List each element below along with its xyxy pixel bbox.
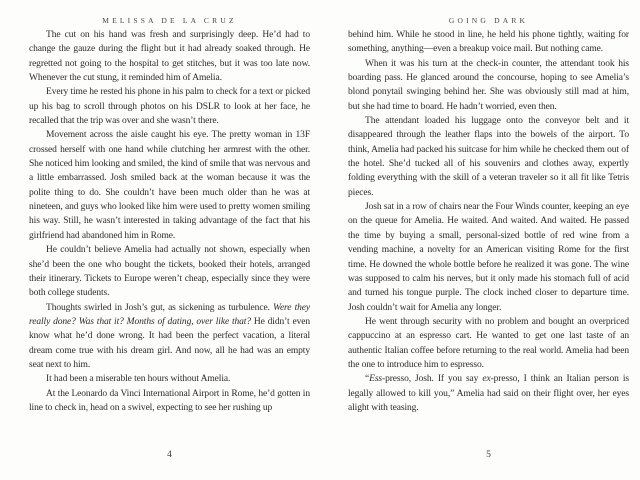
right-page-number: 5	[486, 450, 491, 460]
paragraph	[29, 243, 310, 300]
text-segment: He went through security with no problem and bought an overpriced cappuccino at an espresso cart. He wanted to get one last taste of an authentic Italian coffee before returning to the real world. Amelia had been the one to introduce him to espresso.	[348, 316, 629, 370]
text-segment: Every time he rested his phone in his palm to check for a text or picked up his bag to scroll through photos on his DSLR to look at her face, he recalled that the trip was over and she wasn’t there.	[29, 87, 310, 127]
text-segment: He couldn’t believe Amelia had actually not shown, especially when she’d been the one who bought the tickets, booked their hotels, arranged their itinerary. Tickets to Europe weren’t cheap, especially since they were both college students.	[29, 245, 310, 299]
right-running-head: GOING DARK	[448, 16, 529, 25]
paragraph	[348, 114, 629, 200]
paragraph	[348, 372, 629, 415]
italic-text-segment: Ess	[369, 374, 383, 385]
text-segment: At the Leonardo da Vinci International Airport in Rome, he’d gotten in line to check in, head on a swivel, expecting to see her rushing up	[29, 388, 310, 413]
text-segment: behind him. While he stood in line, he held his phone tightly, waiting for something, anything—even a breakup voice mail. But nothing came.	[348, 30, 629, 55]
italic-text-segment: Were they really done? Was that it? Months of dating, over like that?	[29, 302, 310, 327]
italic-text-segment: ex	[482, 374, 491, 385]
paragraph	[29, 387, 310, 416]
paragraph	[348, 28, 629, 57]
text-segment: It had been a miserable ten hours without Amelia.	[46, 374, 231, 385]
paragraph	[29, 301, 310, 373]
paragraph	[348, 315, 629, 372]
text-segment: Josh sat in a row of chairs near the Four Winds counter, keeping an eye on the queue for Amelia. He waited. And waited. And waited. He passed the time by buying a small, personal-sized bottle of red wine from a vending machine, a novelty for an American visiting Rome for the first time. He downed the whole bottle before he realized it was gone. The wine was supposed to calm his nerves, but it only made his stomach full of acid and turned his tongue purple. The clock inched closer to departure time. Josh couldn’t wait for Amelia any longer.	[348, 202, 629, 313]
paragraph	[348, 57, 629, 114]
paragraph	[29, 85, 310, 128]
text-segment: The attendant loaded his luggage onto the conveyor belt and it disappeared through the leather flaps into the bowels of the airport. To think, Amelia had packed his suitcase for him while he checked them out of the hotel. She’d tucked all of his souvenirs and clothes away, expertly folding everything with the skill of a veteran traveler so it all fit like Tetris pieces.	[348, 116, 629, 198]
text-segment: Thoughts swirled in Josh’s gut, as sickening as turbulence.	[46, 302, 273, 313]
left-text-block	[29, 28, 310, 415]
text-segment: He didn’t even know what he’d done wrong. It had been the perfect vacation, a literal dream come true with his dream girl. And now, all he had was an empty seat next to him.	[29, 316, 311, 370]
paragraph	[29, 372, 310, 386]
text-segment: -presso, I think an Italian person is legally allowed to kill you,” Amelia had said on their flight over, her eyes alight with teasing.	[348, 374, 629, 413]
text-segment: The cut on his hand was fresh and surprisingly deep. He’d had to change the gauze during the flight but it had already soaked through. He regretted not going to the hospital to get stitches, but it was too late now. Whenever the cut stung, it reminded him of Amelia.	[29, 30, 310, 84]
paragraph	[29, 28, 310, 85]
text-segment: “	[365, 374, 370, 385]
paragraph	[348, 200, 629, 315]
text-segment: Movement across the aisle caught his eye. The pretty woman in 13F crossed herself with one hand while clutching her armrest with the other. She noticed him looking and smiled, the kind of smile that was nervous and a little embarrassed. Josh smiled back at the woman because it was the polite thing to do. She couldn’t have been much older than he was at nineteen, and guys who looked like him were used to pretty women smiling his way. Still, he wasn’t interested in taking advantage of the fact that his girlfriend had abandoned him in Rome.	[29, 130, 310, 241]
right-page	[348, 0, 629, 480]
paragraph	[29, 128, 310, 243]
text-segment: -presso, Josh. If you say	[382, 374, 483, 385]
right-text-block	[348, 28, 629, 415]
text-segment: When it was his turn at the check-in counter, the attendant took his boarding pass. He glanced around the concourse, hoping to see Amelia’s blond ponytail swinging behind her. She was obviously still mad at him, but she had time to board. He hadn’t worried, even then.	[348, 58, 629, 112]
left-page	[29, 0, 310, 480]
left-running-head: MELISSA DE LA CRUZ	[102, 16, 237, 25]
left-page-number: 4	[167, 450, 172, 460]
